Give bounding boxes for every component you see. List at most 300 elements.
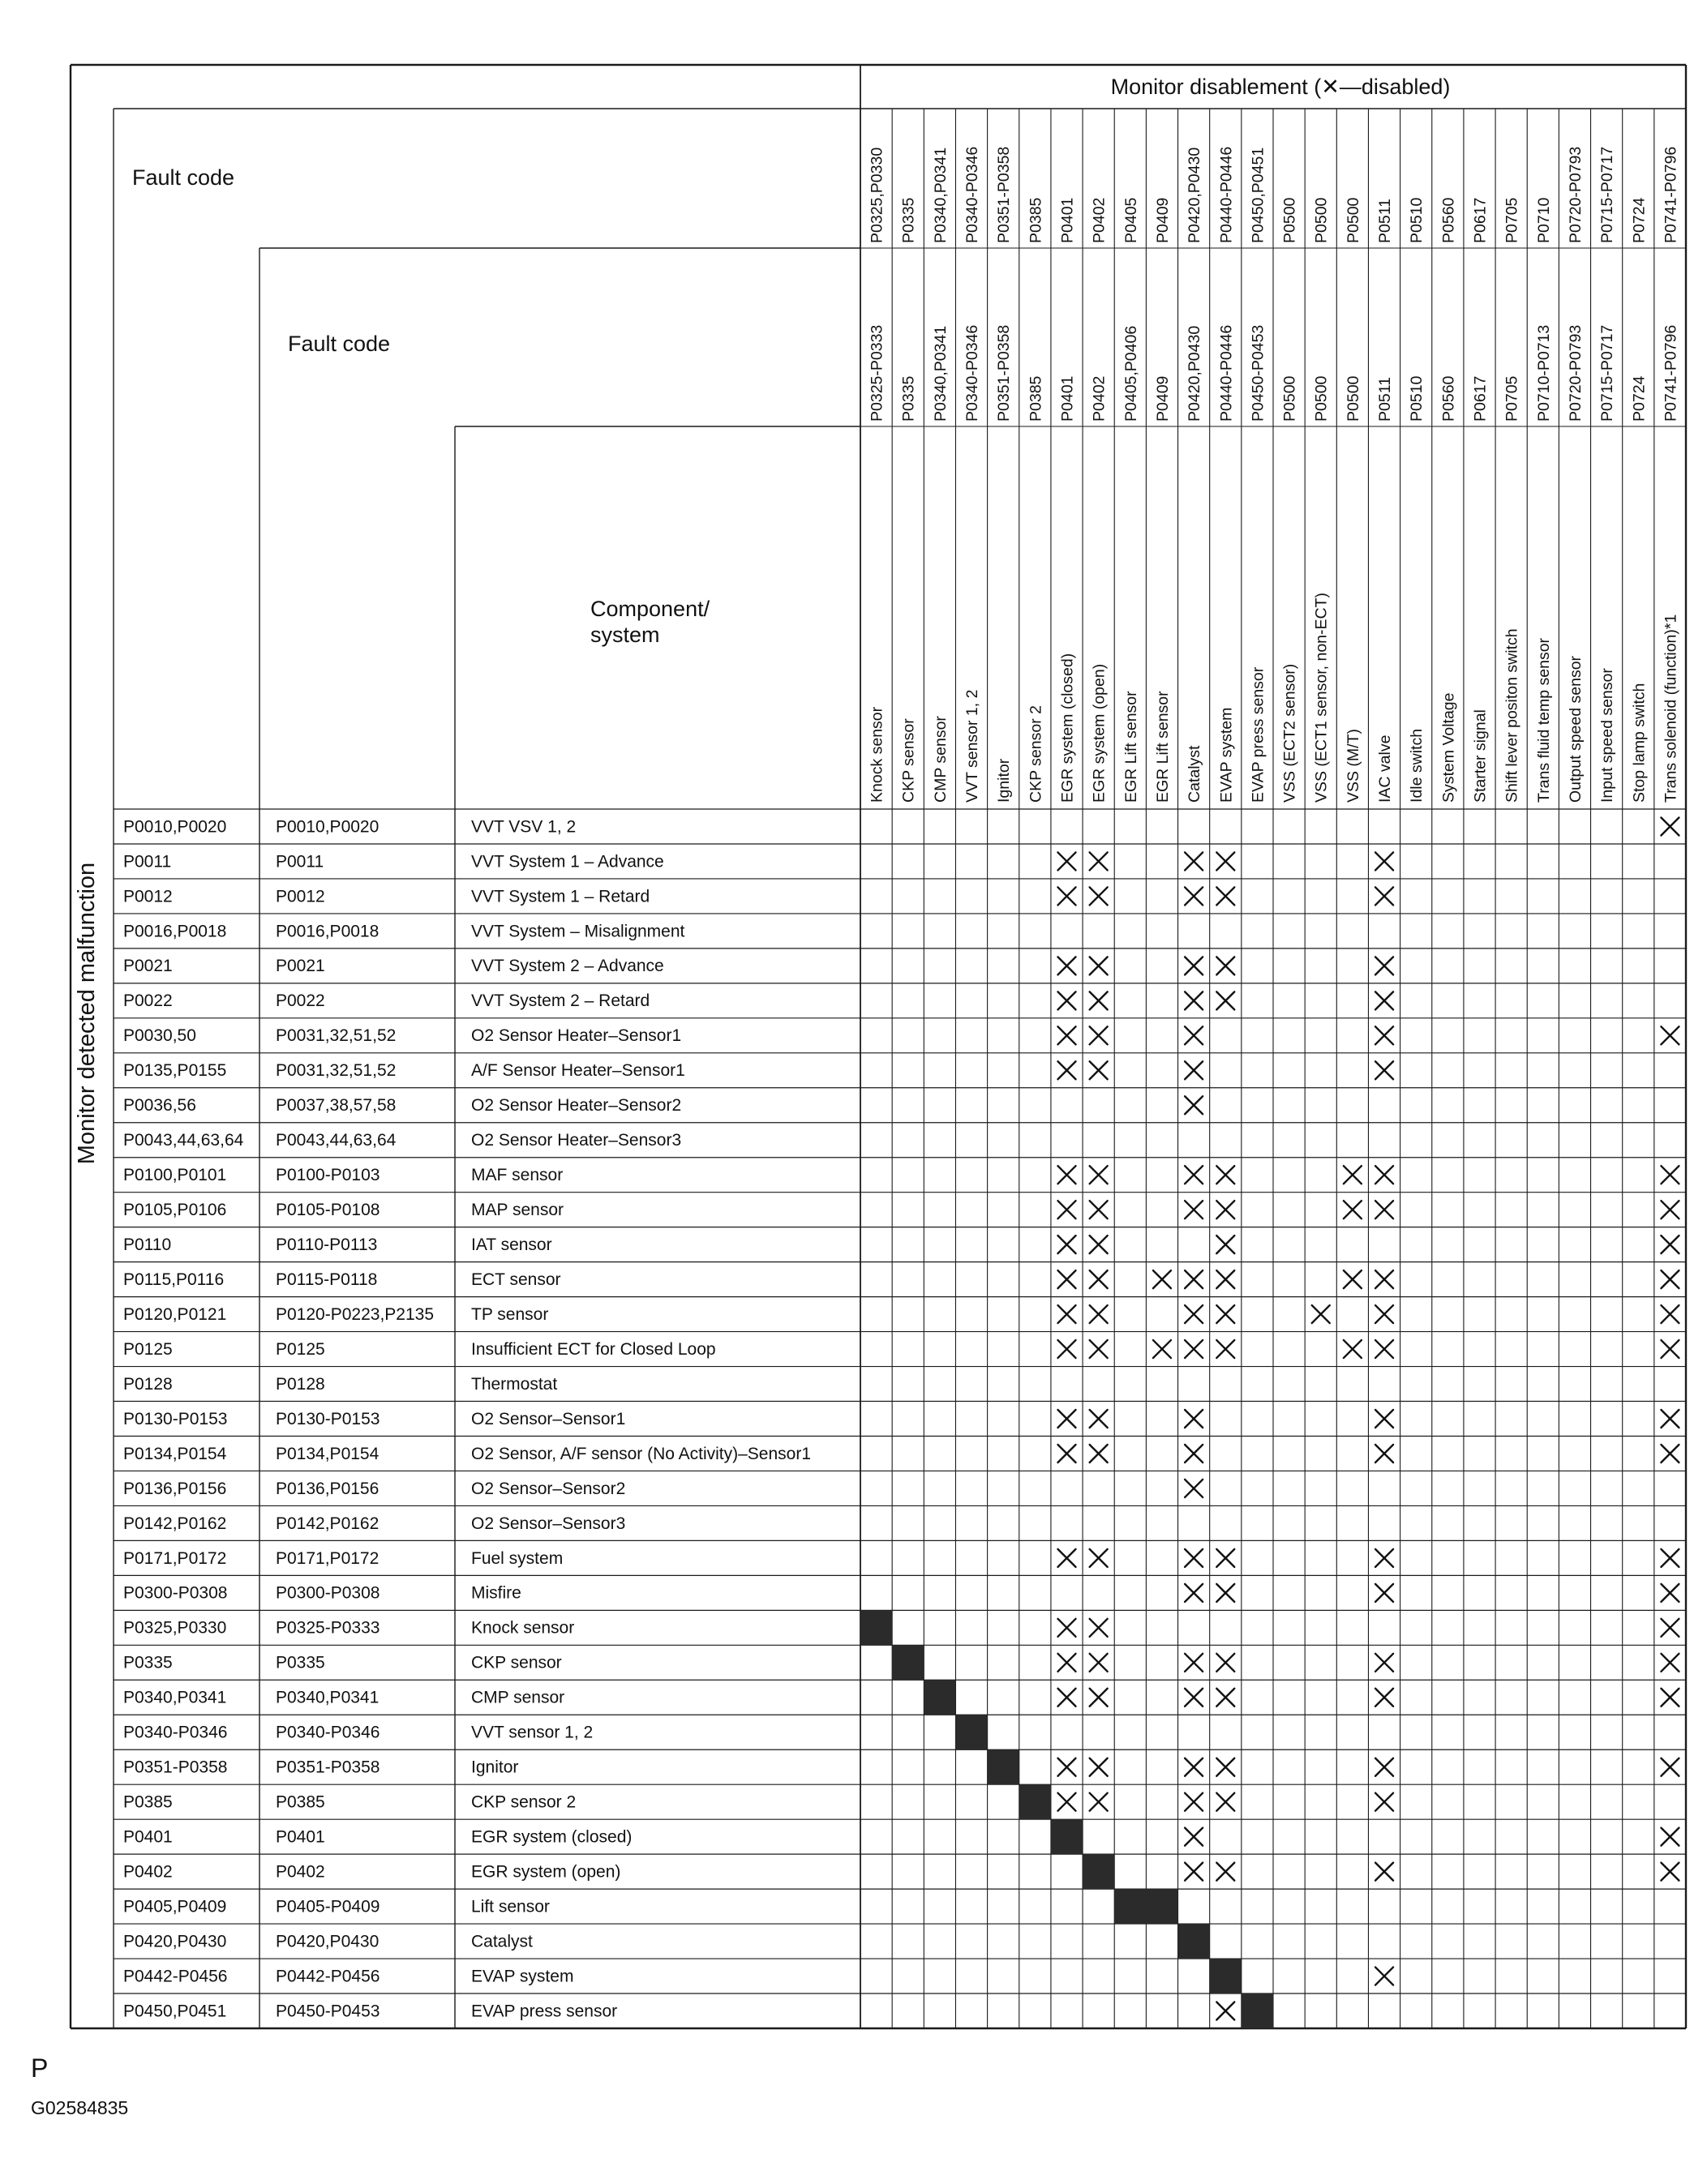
row-fault-code-primary: P0300-P0308 [123, 1583, 228, 1603]
column-code-secondary: P0510 [1408, 375, 1426, 422]
column-code-primary: P0500 [1280, 197, 1299, 243]
disabled-x-mark [1216, 1166, 1234, 1184]
disabled-x-mark [1216, 887, 1234, 905]
row-fault-code-secondary: P0325-P0333 [276, 1618, 380, 1638]
row-fault-code-secondary: P0134,P0154 [276, 1444, 380, 1463]
disabled-x-mark [1661, 1689, 1679, 1707]
disabled-x-mark [1185, 1758, 1203, 1776]
disabled-x-mark [1661, 1166, 1679, 1184]
row-fault-code-secondary: P0136,P0156 [276, 1479, 380, 1498]
disabled-x-mark [1216, 1584, 1234, 1602]
column-component-name: EVAP system [1217, 707, 1236, 803]
disabled-x-mark [1216, 1305, 1234, 1323]
disabled-x-mark [1375, 1758, 1393, 1776]
diagonal-shaded-cell [1242, 1993, 1273, 2028]
disabled-x-mark [1661, 1828, 1679, 1846]
column-component-name: VVT sensor 1, 2 [963, 689, 982, 803]
row-component-name: A/F Sensor Heater–Sensor1 [471, 1061, 685, 1081]
disabled-x-mark [1058, 1549, 1076, 1567]
disabled-x-mark [1375, 1305, 1393, 1323]
row-fault-code-primary: P0134,P0154 [123, 1444, 227, 1463]
row-component-name: VVT sensor 1, 2 [471, 1723, 594, 1742]
disabled-x-mark [1375, 1166, 1393, 1184]
disabled-x-mark [1216, 1270, 1234, 1288]
disabled-x-mark [1090, 1445, 1108, 1462]
column-component-name: System Voltage [1439, 692, 1458, 803]
column-component-name: Shift lever positon switch [1503, 628, 1521, 803]
row-component-name: O2 Sensor Heater–Sensor3 [471, 1131, 682, 1150]
row-fault-code-secondary: P0011 [276, 852, 324, 871]
row-component-name: EGR system (closed) [471, 1827, 633, 1847]
row-fault-code-secondary: P0031,32,51,52 [276, 1061, 397, 1081]
disabled-x-mark [1216, 1863, 1234, 1881]
column-code-primary: P0715-P0717 [1598, 146, 1617, 243]
row-fault-code-primary: P0340-P0346 [123, 1723, 228, 1742]
row-fault-code-primary: P0011 [123, 852, 172, 871]
column-component-name: EGR system (closed) [1058, 653, 1077, 803]
disabled-x-mark [1344, 1340, 1362, 1358]
diagonal-shaded-cell [1178, 1924, 1210, 1959]
column-code-secondary: P0500 [1280, 375, 1299, 422]
row-component-name: VVT System 1 – Retard [471, 887, 650, 906]
row-fault-code-primary: P0402 [123, 1862, 173, 1882]
row-component-name: O2 Sensor Heater–Sensor2 [471, 1096, 682, 1116]
row-fault-code-primary: P0022 [123, 991, 173, 1011]
column-code-primary: P0741-P0796 [1662, 146, 1680, 243]
column-code-primary: P0340-P0346 [963, 146, 982, 243]
row-component-name: TP sensor [471, 1304, 549, 1324]
row-component-name: O2 Sensor–Sensor2 [471, 1479, 626, 1498]
column-component-name: CKP sensor 2 [1027, 705, 1045, 803]
row-component-name: O2 Sensor–Sensor3 [471, 1514, 626, 1533]
column-code-primary: P0351-P0358 [995, 146, 1014, 243]
column-component-name: IAC valve [1376, 734, 1395, 803]
column-component-name: EGR Lift sensor [1122, 691, 1140, 803]
column-code-secondary: P0741-P0796 [1662, 324, 1680, 422]
disabled-x-mark [1375, 1689, 1393, 1707]
row-component-name: Knock sensor [471, 1618, 575, 1638]
disabled-x-mark [1375, 1584, 1393, 1602]
column-code-secondary: P0340-P0346 [963, 324, 982, 422]
diagonal-shaded-cell [1019, 1784, 1051, 1819]
disabled-x-mark [1661, 1619, 1679, 1637]
disabled-x-mark [1185, 991, 1203, 1009]
disabled-x-mark [1185, 1689, 1203, 1707]
column-code-primary: P0617 [1471, 197, 1490, 243]
column-component-name: VSS (ECT2 sensor) [1280, 663, 1299, 803]
row-fault-code-secondary: P0300-P0308 [276, 1583, 380, 1603]
row-fault-code-secondary: P0130-P0153 [276, 1409, 380, 1428]
disabled-x-mark [1058, 1166, 1076, 1184]
row-component-name: Thermostat [471, 1374, 558, 1394]
disabled-x-mark [1058, 1619, 1076, 1637]
diagonal-shaded-cell [924, 1680, 955, 1715]
disabled-x-mark [1090, 1619, 1108, 1637]
column-code-primary: P0340,P0341 [931, 147, 950, 243]
disabled-x-mark [1375, 1201, 1393, 1218]
disabled-x-mark [1216, 1201, 1234, 1218]
column-component-name: EGR Lift sensor [1153, 691, 1172, 803]
row-fault-code-primary: P0136,P0156 [123, 1479, 227, 1498]
column-code-primary: P0510 [1408, 197, 1426, 243]
disabled-x-mark [1375, 1654, 1393, 1672]
disabled-x-mark [1185, 1654, 1203, 1672]
diagonal-shaded-cell [1114, 1889, 1146, 1924]
diagonal-shaded-cell [860, 1610, 892, 1645]
disabled-x-mark [1090, 1689, 1108, 1707]
disabled-x-mark [1090, 1201, 1108, 1218]
column-code-secondary: P0710-P0713 [1534, 324, 1553, 422]
row-component-name: Catalyst [471, 1932, 533, 1951]
row-fault-code-primary: P0335 [123, 1653, 173, 1672]
disabled-x-mark [1375, 1968, 1393, 1985]
disabled-x-mark [1090, 1061, 1108, 1079]
disabled-x-mark [1185, 1445, 1203, 1462]
disabled-x-mark [1661, 1445, 1679, 1462]
component-system-label-line2: system [590, 623, 660, 647]
column-code-primary: P0500 [1344, 197, 1362, 243]
row-fault-code-primary: P0110 [123, 1235, 172, 1255]
disabled-x-mark [1058, 1340, 1076, 1358]
row-fault-code-secondary: P0120-P0223,P2135 [276, 1304, 434, 1324]
column-component-name: CMP sensor [931, 716, 950, 803]
disabled-x-mark [1153, 1340, 1171, 1358]
column-code-primary: P0724 [1630, 197, 1649, 243]
disabled-x-mark [1375, 1445, 1393, 1462]
disabled-x-mark [1090, 852, 1108, 870]
disabled-x-mark [1185, 1096, 1203, 1114]
row-fault-code-secondary: P0010,P0020 [276, 817, 380, 837]
disabled-x-mark [1375, 887, 1393, 905]
row-fault-code-primary: P0012 [123, 887, 173, 906]
column-code-primary: P0405 [1122, 197, 1140, 243]
fault-code-label-secondary: Fault code [288, 332, 391, 356]
disabled-x-mark [1058, 957, 1076, 974]
row-component-name: VVT System 2 – Retard [471, 991, 650, 1011]
row-component-name: Lift sensor [471, 1897, 550, 1916]
disabled-x-mark [1058, 1026, 1076, 1044]
row-fault-code-primary: P0043,44,63,64 [123, 1131, 244, 1150]
disabled-x-mark [1661, 1654, 1679, 1672]
row-fault-code-primary: P0120,P0121 [123, 1304, 227, 1324]
column-code-secondary: P0724 [1630, 375, 1649, 422]
column-code-secondary: P0401 [1058, 375, 1077, 422]
disabled-x-mark [1185, 852, 1203, 870]
row-component-name: ECT sensor [471, 1270, 561, 1289]
disabled-x-mark [1185, 1340, 1203, 1358]
disabled-x-mark [1375, 991, 1393, 1009]
column-component-name: Trans fluid temp sensor [1534, 637, 1553, 803]
row-fault-code-primary: P0036,56 [123, 1096, 196, 1116]
disabled-x-mark [1216, 1758, 1234, 1776]
disabled-x-mark [1185, 1480, 1203, 1497]
column-code-secondary: P0440-P0446 [1217, 324, 1236, 422]
disabled-x-mark [1058, 852, 1076, 870]
row-component-name: EGR system (open) [471, 1862, 621, 1882]
row-fault-code-secondary: P0100-P0103 [276, 1166, 380, 1185]
row-component-name: O2 Sensor Heater–Sensor1 [471, 1026, 682, 1046]
column-code-primary: P0511 [1376, 199, 1395, 243]
row-fault-code-primary: P0351-P0358 [123, 1758, 228, 1777]
column-code-secondary: P0385 [1027, 375, 1045, 422]
row-fault-code-secondary: P0016,P0018 [276, 922, 380, 941]
disabled-x-mark [1090, 1270, 1108, 1288]
disabled-x-mark [1185, 1166, 1203, 1184]
row-fault-code-secondary: P0022 [276, 991, 325, 1011]
disabled-x-mark [1058, 887, 1076, 905]
row-fault-code-secondary: P0021 [276, 957, 325, 976]
disabled-x-mark [1661, 1305, 1679, 1323]
column-code-secondary: P0720-P0793 [1566, 324, 1585, 422]
row-fault-code-secondary: P0105-P0108 [276, 1201, 380, 1220]
row-component-name: Misfire [471, 1583, 521, 1603]
disabled-x-mark [1090, 991, 1108, 1009]
disabled-x-mark [1375, 1793, 1393, 1811]
column-code-primary: P0720-P0793 [1566, 146, 1585, 243]
disabled-x-mark [1216, 1235, 1234, 1253]
row-fault-code-secondary: P0171,P0172 [276, 1548, 380, 1568]
disabled-x-mark [1312, 1305, 1330, 1323]
disabled-x-mark [1185, 1270, 1203, 1288]
disabled-x-mark [1058, 1793, 1076, 1811]
disabled-x-mark [1661, 1340, 1679, 1358]
row-fault-code-primary: P0442-P0456 [123, 1967, 228, 1986]
table-text [123, 147, 1679, 2021]
column-code-primary: P0325,P0330 [868, 147, 886, 243]
fault-code-label-primary: Fault code [132, 165, 235, 190]
disabled-x-mark [1153, 1270, 1171, 1288]
column-component-name: Knock sensor [868, 706, 886, 803]
row-component-name: CKP sensor 2 [471, 1792, 577, 1812]
column-code-secondary: P0409 [1153, 375, 1172, 422]
row-fault-code-primary: P0340,P0341 [123, 1688, 227, 1707]
row-component-name: O2 Sensor, A/F sensor (No Activity)–Sensor1 [471, 1444, 812, 1463]
row-component-name: EVAP system [471, 1967, 574, 1986]
row-fault-code-primary: P0125 [123, 1339, 173, 1359]
diagonal-shaded-cell [1210, 1959, 1242, 1993]
disabled-x-mark [1375, 1270, 1393, 1288]
row-fault-code-secondary: P0385 [276, 1792, 325, 1812]
disabled-x-mark [1661, 1863, 1679, 1881]
row-fault-code-primary: P0100,P0101 [123, 1166, 227, 1185]
column-code-secondary: P0402 [1090, 375, 1109, 422]
disabled-x-mark [1661, 817, 1679, 835]
row-fault-code-primary: P0171,P0172 [123, 1548, 227, 1568]
disabled-x-mark [1090, 1026, 1108, 1044]
column-code-secondary: P0420,P0430 [1186, 325, 1204, 422]
column-code-secondary: P0511 [1376, 377, 1395, 422]
disabled-x-mark [1661, 1026, 1679, 1044]
diagonal-shaded-cell [1146, 1889, 1177, 1924]
disabled-x-mark [1344, 1201, 1362, 1218]
diagonal-shaded-cell [988, 1749, 1019, 1784]
column-code-primary: P0409 [1153, 197, 1172, 243]
disabled-x-mark [1661, 1758, 1679, 1776]
column-component-name: EVAP press sensor [1249, 666, 1267, 803]
row-component-name: VVT System 2 – Advance [471, 957, 664, 976]
row-component-name: EVAP press sensor [471, 2002, 618, 2021]
disabled-x-mark [1216, 1793, 1234, 1811]
disabled-x-mark [1090, 1654, 1108, 1672]
row-fault-code-secondary: P0115-P0118 [276, 1270, 378, 1289]
diagonal-shaded-cell [892, 1645, 924, 1680]
row-fault-code-primary: P0405,P0409 [123, 1897, 227, 1916]
column-code-primary: P0385 [1027, 197, 1045, 243]
column-code-secondary: P0340,P0341 [931, 325, 950, 422]
disabled-x-mark [1058, 1410, 1076, 1428]
row-fault-code-secondary: P0420,P0430 [276, 1932, 380, 1951]
disabled-x-mark [1185, 1793, 1203, 1811]
disabled-x-mark [1090, 1305, 1108, 1323]
column-component-name: Starter signal [1471, 709, 1490, 803]
disabled-x-mark [1216, 852, 1234, 870]
row-fault-code-primary: P0420,P0430 [123, 1932, 227, 1951]
disabled-x-mark [1185, 1201, 1203, 1218]
row-fault-code-secondary: P0012 [276, 887, 325, 906]
disabled-x-mark [1185, 1061, 1203, 1079]
column-code-primary: P0401 [1058, 197, 1077, 243]
disabled-x-mark [1661, 1410, 1679, 1428]
diagonal-shaded-cell [1051, 1819, 1083, 1854]
disabled-x-mark [1090, 1549, 1108, 1567]
disabled-x-mark [1185, 1305, 1203, 1323]
disabled-x-mark [1058, 1270, 1076, 1288]
row-component-name: Insufficient ECT for Closed Loop [471, 1339, 716, 1359]
column-component-name: Stop lamp switch [1630, 683, 1649, 803]
disabled-x-mark [1375, 1340, 1393, 1358]
diagonal-shaded-cell [1083, 1854, 1114, 1889]
row-fault-code-secondary: P0110-P0113 [276, 1235, 378, 1255]
disabled-x-mark [1185, 1863, 1203, 1881]
disabled-x-mark [1216, 1689, 1234, 1707]
disabled-x-mark [1185, 957, 1203, 974]
column-component-name: VSS (ECT1 sensor, non-ECT) [1312, 592, 1331, 803]
row-fault-code-primary: P0128 [123, 1374, 173, 1394]
column-code-primary: P0335 [899, 197, 918, 243]
row-fault-code-primary: P0010,P0020 [123, 817, 227, 837]
row-fault-code-primary: P0135,P0155 [123, 1061, 227, 1081]
disabled-x-mark [1661, 1270, 1679, 1288]
column-code-secondary: P0351-P0358 [995, 324, 1014, 422]
row-component-name: VVT VSV 1, 2 [471, 817, 577, 837]
column-code-secondary: P0405,P0406 [1122, 325, 1140, 422]
disabled-x-mark [1185, 1828, 1203, 1846]
disabled-x-mark [1090, 1793, 1108, 1811]
column-code-secondary: P0500 [1312, 375, 1331, 422]
disabled-x-mark [1090, 887, 1108, 905]
row-component-name: Fuel system [471, 1548, 564, 1568]
row-fault-code-secondary: P0031,32,51,52 [276, 1026, 397, 1046]
component-system-label-line1: Component/ [590, 597, 710, 621]
disabled-x-mark [1058, 1235, 1076, 1253]
disabled-x-mark [1216, 957, 1234, 974]
row-fault-code-secondary: P0142,P0162 [276, 1514, 380, 1533]
column-code-secondary: P0500 [1344, 375, 1362, 422]
column-code-primary: P0710 [1534, 197, 1553, 243]
row-fault-code-primary: P0105,P0106 [123, 1201, 227, 1220]
disabled-x-mark [1216, 991, 1234, 1009]
disabled-x-mark [1058, 991, 1076, 1009]
disabled-x-mark [1090, 957, 1108, 974]
row-fault-code-primary: P0385 [123, 1792, 173, 1812]
disabled-x-mark [1375, 1410, 1393, 1428]
column-code-primary: P0705 [1503, 197, 1521, 243]
disabled-x-mark [1344, 1270, 1362, 1288]
row-component-name: O2 Sensor–Sensor1 [471, 1409, 626, 1428]
disabled-x-mark [1090, 1410, 1108, 1428]
page-marker: P [31, 2053, 49, 2083]
column-code-primary: P0420,P0430 [1186, 147, 1204, 243]
column-code-secondary: P0325-P0333 [868, 324, 886, 422]
row-component-name: CKP sensor [471, 1653, 562, 1672]
row-component-name: CMP sensor [471, 1688, 565, 1707]
disabled-x-mark [1090, 1340, 1108, 1358]
row-fault-code-secondary: P0442-P0456 [276, 1967, 380, 1986]
disabled-x-mark [1375, 1026, 1393, 1044]
column-code-primary: P0500 [1312, 197, 1331, 243]
disabled-x-mark [1185, 887, 1203, 905]
row-component-name: VVT System 1 – Advance [471, 852, 664, 871]
column-component-name: Trans solenoid (function)*1 [1662, 614, 1680, 803]
row-fault-code-secondary: P0043,44,63,64 [276, 1131, 397, 1150]
disabled-x-mark [1375, 1863, 1393, 1881]
disabled-x-mark [1058, 1305, 1076, 1323]
row-fault-code-secondary: P0128 [276, 1374, 325, 1394]
disabled-x-mark [1185, 1410, 1203, 1428]
row-fault-code-secondary: P0037,38,57,58 [276, 1096, 397, 1116]
disabled-x-mark [1661, 1235, 1679, 1253]
row-fault-code-primary: P0115,P0116 [123, 1270, 225, 1289]
disabled-x-mark [1661, 1584, 1679, 1602]
column-component-name: Catalyst [1186, 745, 1204, 803]
column-code-primary: P0560 [1439, 197, 1458, 243]
column-code-primary: P0402 [1090, 197, 1109, 243]
disabled-x-mark [1375, 957, 1393, 974]
row-fault-code-secondary: P0340-P0346 [276, 1723, 380, 1742]
row-fault-code-primary: P0030,50 [123, 1026, 196, 1046]
row-component-name: MAP sensor [471, 1201, 564, 1220]
column-code-primary: P0450,P0451 [1249, 147, 1267, 243]
row-fault-code-secondary: P0351-P0358 [276, 1758, 380, 1777]
row-fault-code-secondary: P0340,P0341 [276, 1688, 380, 1707]
disabled-x-mark [1216, 1549, 1234, 1567]
column-component-name: Idle switch [1408, 728, 1426, 803]
column-code-secondary: P0560 [1439, 375, 1458, 422]
column-component-name: VSS (M/T) [1344, 729, 1362, 803]
row-fault-code-primary: P0021 [123, 957, 173, 976]
column-code-secondary: P0705 [1503, 375, 1521, 422]
disabled-x-mark [1090, 1235, 1108, 1253]
disabled-x-mark [1058, 1201, 1076, 1218]
disabled-x-mark [1375, 852, 1393, 870]
column-code-secondary: P0617 [1471, 375, 1490, 422]
disabled-x-mark [1058, 1445, 1076, 1462]
row-component-name: Ignitor [471, 1758, 519, 1777]
column-component-name: Ignitor [995, 758, 1014, 803]
monitor-disablement-title: Monitor disablement (✕—disabled) [1110, 75, 1451, 99]
disabled-x-mark [1058, 1758, 1076, 1776]
disabled-x-mark [1058, 1689, 1076, 1707]
row-fault-code-primary: P0450,P0451 [123, 2002, 227, 2021]
row-fault-code-primary: P0130-P0153 [123, 1409, 228, 1428]
row-fault-code-primary: P0401 [123, 1827, 173, 1847]
disabled-x-mark [1375, 1061, 1393, 1079]
row-component-name: VVT System – Misalignment [471, 922, 685, 941]
column-component-name: Output speed sensor [1566, 655, 1585, 803]
disabled-x-mark [1661, 1201, 1679, 1218]
column-component-name: Input speed sensor [1598, 668, 1617, 803]
row-fault-code-primary: P0325,P0330 [123, 1618, 227, 1638]
